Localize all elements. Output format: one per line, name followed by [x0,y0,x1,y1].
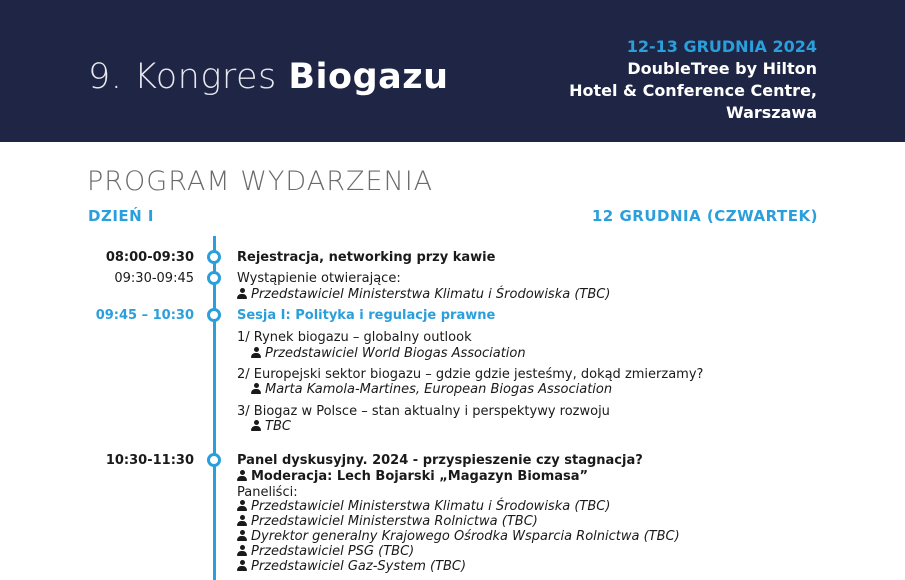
panelist-text: Przedstawiciel PSG (TBC) [251,544,415,559]
person-icon [251,420,261,431]
program-title: PROGRAM WYDARZENIA [87,166,434,197]
venue-line-3: Warszawa [726,103,817,122]
talk1-speaker [251,346,526,362]
talk2-title: 2/ Europejski sektor biogazu – gdzie gdzie jesteśmy, dokąd zmierzamy? [237,367,704,382]
panel-moderation [237,469,588,485]
panelist-text: Dyrektor generalny Krajowego Ośrodka Wsparcia Rolnictwa (TBC) [251,529,680,544]
person-icon [237,545,247,556]
panelist-item [237,544,414,560]
talk2-speaker-text: Marta Kamola-Martines, European Biogas Association [265,382,613,397]
opening-speaker [237,287,610,303]
person-icon [237,288,247,299]
venue-line-2: Hotel & Conference Centre, [569,81,817,100]
talk3-speaker [251,419,291,435]
panel-moderation-text: Moderacja: Lech Bojarski „Magazyn Biomasa” [251,469,589,484]
panel-title: Panel dyskusyjny. 2024 - przyspieszenie czy stagnacja? [237,453,643,468]
person-icon [251,347,261,358]
panelists-label: Paneliści: [237,485,298,500]
talk3-speaker-text: TBC [265,419,291,434]
panelist-item [237,559,466,575]
panelist-item [237,514,538,530]
registration-title: Rejestracja, networking przy kawie [237,250,496,265]
person-icon [237,500,247,511]
talk2-speaker [251,382,612,398]
person-icon [237,560,247,571]
day-label: DZIEŃ I [88,207,155,225]
session1-title: Sesja I: Polityka i regulacje prawne [237,308,496,323]
person-icon [237,515,247,526]
talk3-title: 3/ Biogaz w Polsce – stan aktualny i perspektywy rozwoju [237,404,610,419]
person-icon [251,383,261,394]
panelist-item [237,529,680,545]
opening-speaker-text: Przedstawiciel Ministerstwa Klimatu i Środowiska (TBC) [251,287,611,302]
panelist-text: Przedstawiciel Gaz-System (TBC) [251,559,467,574]
title-prefix: 9. Kongres [88,57,289,97]
congress-title [88,57,449,97]
talk1-title: 1/ Rynek biogazu – globalny outlook [237,330,472,345]
person-icon [237,530,247,541]
header-banner [0,0,905,142]
time-session1: 09:45 – 10:30 [95,308,194,323]
timeline-dot [207,250,221,264]
event-date: 12-13 GRUDNIA 2024 [626,37,817,56]
timeline-dot [207,271,221,285]
time-panel: 10:30-11:30 [105,453,194,468]
time-opening: 09:30-09:45 [114,271,194,286]
day-date: 12 GRUDNIA (CZWARTEK) [591,207,818,225]
talk1-speaker-text: Przedstawiciel World Biogas Association [265,346,526,361]
time-registration: 08:00-09:30 [105,250,194,265]
venue-line-1: DoubleTree by Hilton [627,59,817,78]
event-info [569,36,817,124]
timeline-dot [207,453,221,467]
person-icon [237,470,247,481]
panelist-item [237,499,610,515]
timeline-dot [207,308,221,322]
opening-title: Wystąpienie otwierające: [237,271,401,286]
panelist-text: Przedstawiciel Ministerstwa Klimatu i Środowiska (TBC) [251,499,611,514]
title-bold: Biogazu [288,57,449,97]
timeline-line [213,236,216,580]
panelist-text: Przedstawiciel Ministerstwa Rolnictwa (TBC) [251,514,538,529]
